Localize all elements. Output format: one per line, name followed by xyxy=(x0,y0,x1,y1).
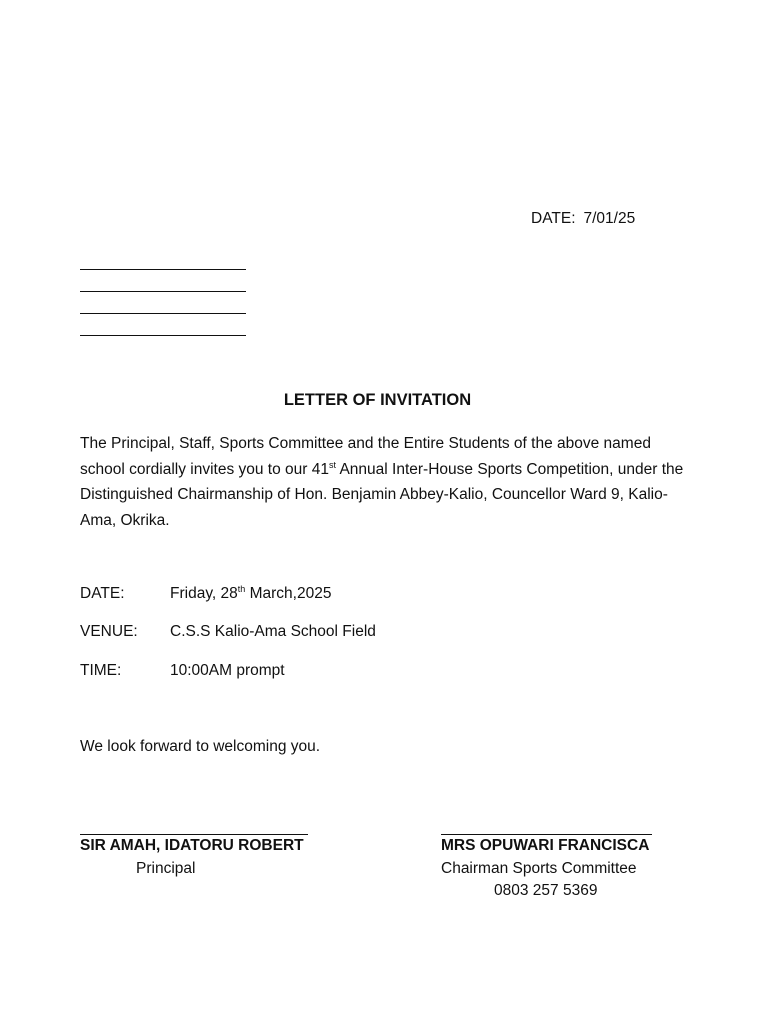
event-time-value: 10:00AM prompt xyxy=(170,662,285,679)
event-date-ordinal: th xyxy=(237,583,246,594)
event-venue-row xyxy=(80,623,376,641)
recipient-address-block xyxy=(80,248,246,336)
address-blank-line xyxy=(80,270,246,292)
closing-line: We look forward to welcoming you. xyxy=(80,738,321,755)
address-blank-line xyxy=(80,248,246,270)
address-blank-line xyxy=(80,314,246,336)
principal-title: Principal xyxy=(136,860,196,877)
principal-name: SIR AMAH, IDATORU ROBERT xyxy=(80,837,304,854)
chairman-title: Chairman Sports Committee xyxy=(441,860,637,877)
letter-title: LETTER OF INVITATION xyxy=(283,391,472,409)
event-date-row xyxy=(80,585,331,603)
event-date-part2: March,2025 xyxy=(245,585,332,602)
event-date-part1: Friday, 28 xyxy=(170,585,238,602)
event-date-label: DATE: xyxy=(80,585,125,602)
body-text-part1: The Principal, Staff, Sports Committee and the Entire Students of the above named school cordially invites you to our 41 xyxy=(80,435,651,478)
letter-body xyxy=(80,431,690,533)
event-time-row xyxy=(80,662,285,680)
event-venue-label: VENUE: xyxy=(80,623,138,640)
letter-date-label: DATE: xyxy=(531,210,576,227)
chairman-name: MRS OPUWARI FRANCISCA xyxy=(441,837,650,854)
address-blank-line xyxy=(80,292,246,314)
event-time-label: TIME: xyxy=(80,662,122,679)
letter-date xyxy=(531,210,635,228)
body-text-part2: Annual Inter-House Sports Competition, under the Distinguished Chairmanship of Hon. Benjamin Abbey-Kalio, Councellor Ward 9, Kalio-Ama, Okrika. xyxy=(80,460,684,529)
signature-line-left xyxy=(80,822,308,835)
letter-date-value: 7/01/25 xyxy=(583,210,636,227)
body-ordinal-suffix: st xyxy=(329,459,337,470)
event-venue-value: C.S.S Kalio-Ama School Field xyxy=(170,623,376,640)
signature-line-right xyxy=(441,822,652,835)
chairman-phone: 0803 257 5369 xyxy=(494,882,598,899)
